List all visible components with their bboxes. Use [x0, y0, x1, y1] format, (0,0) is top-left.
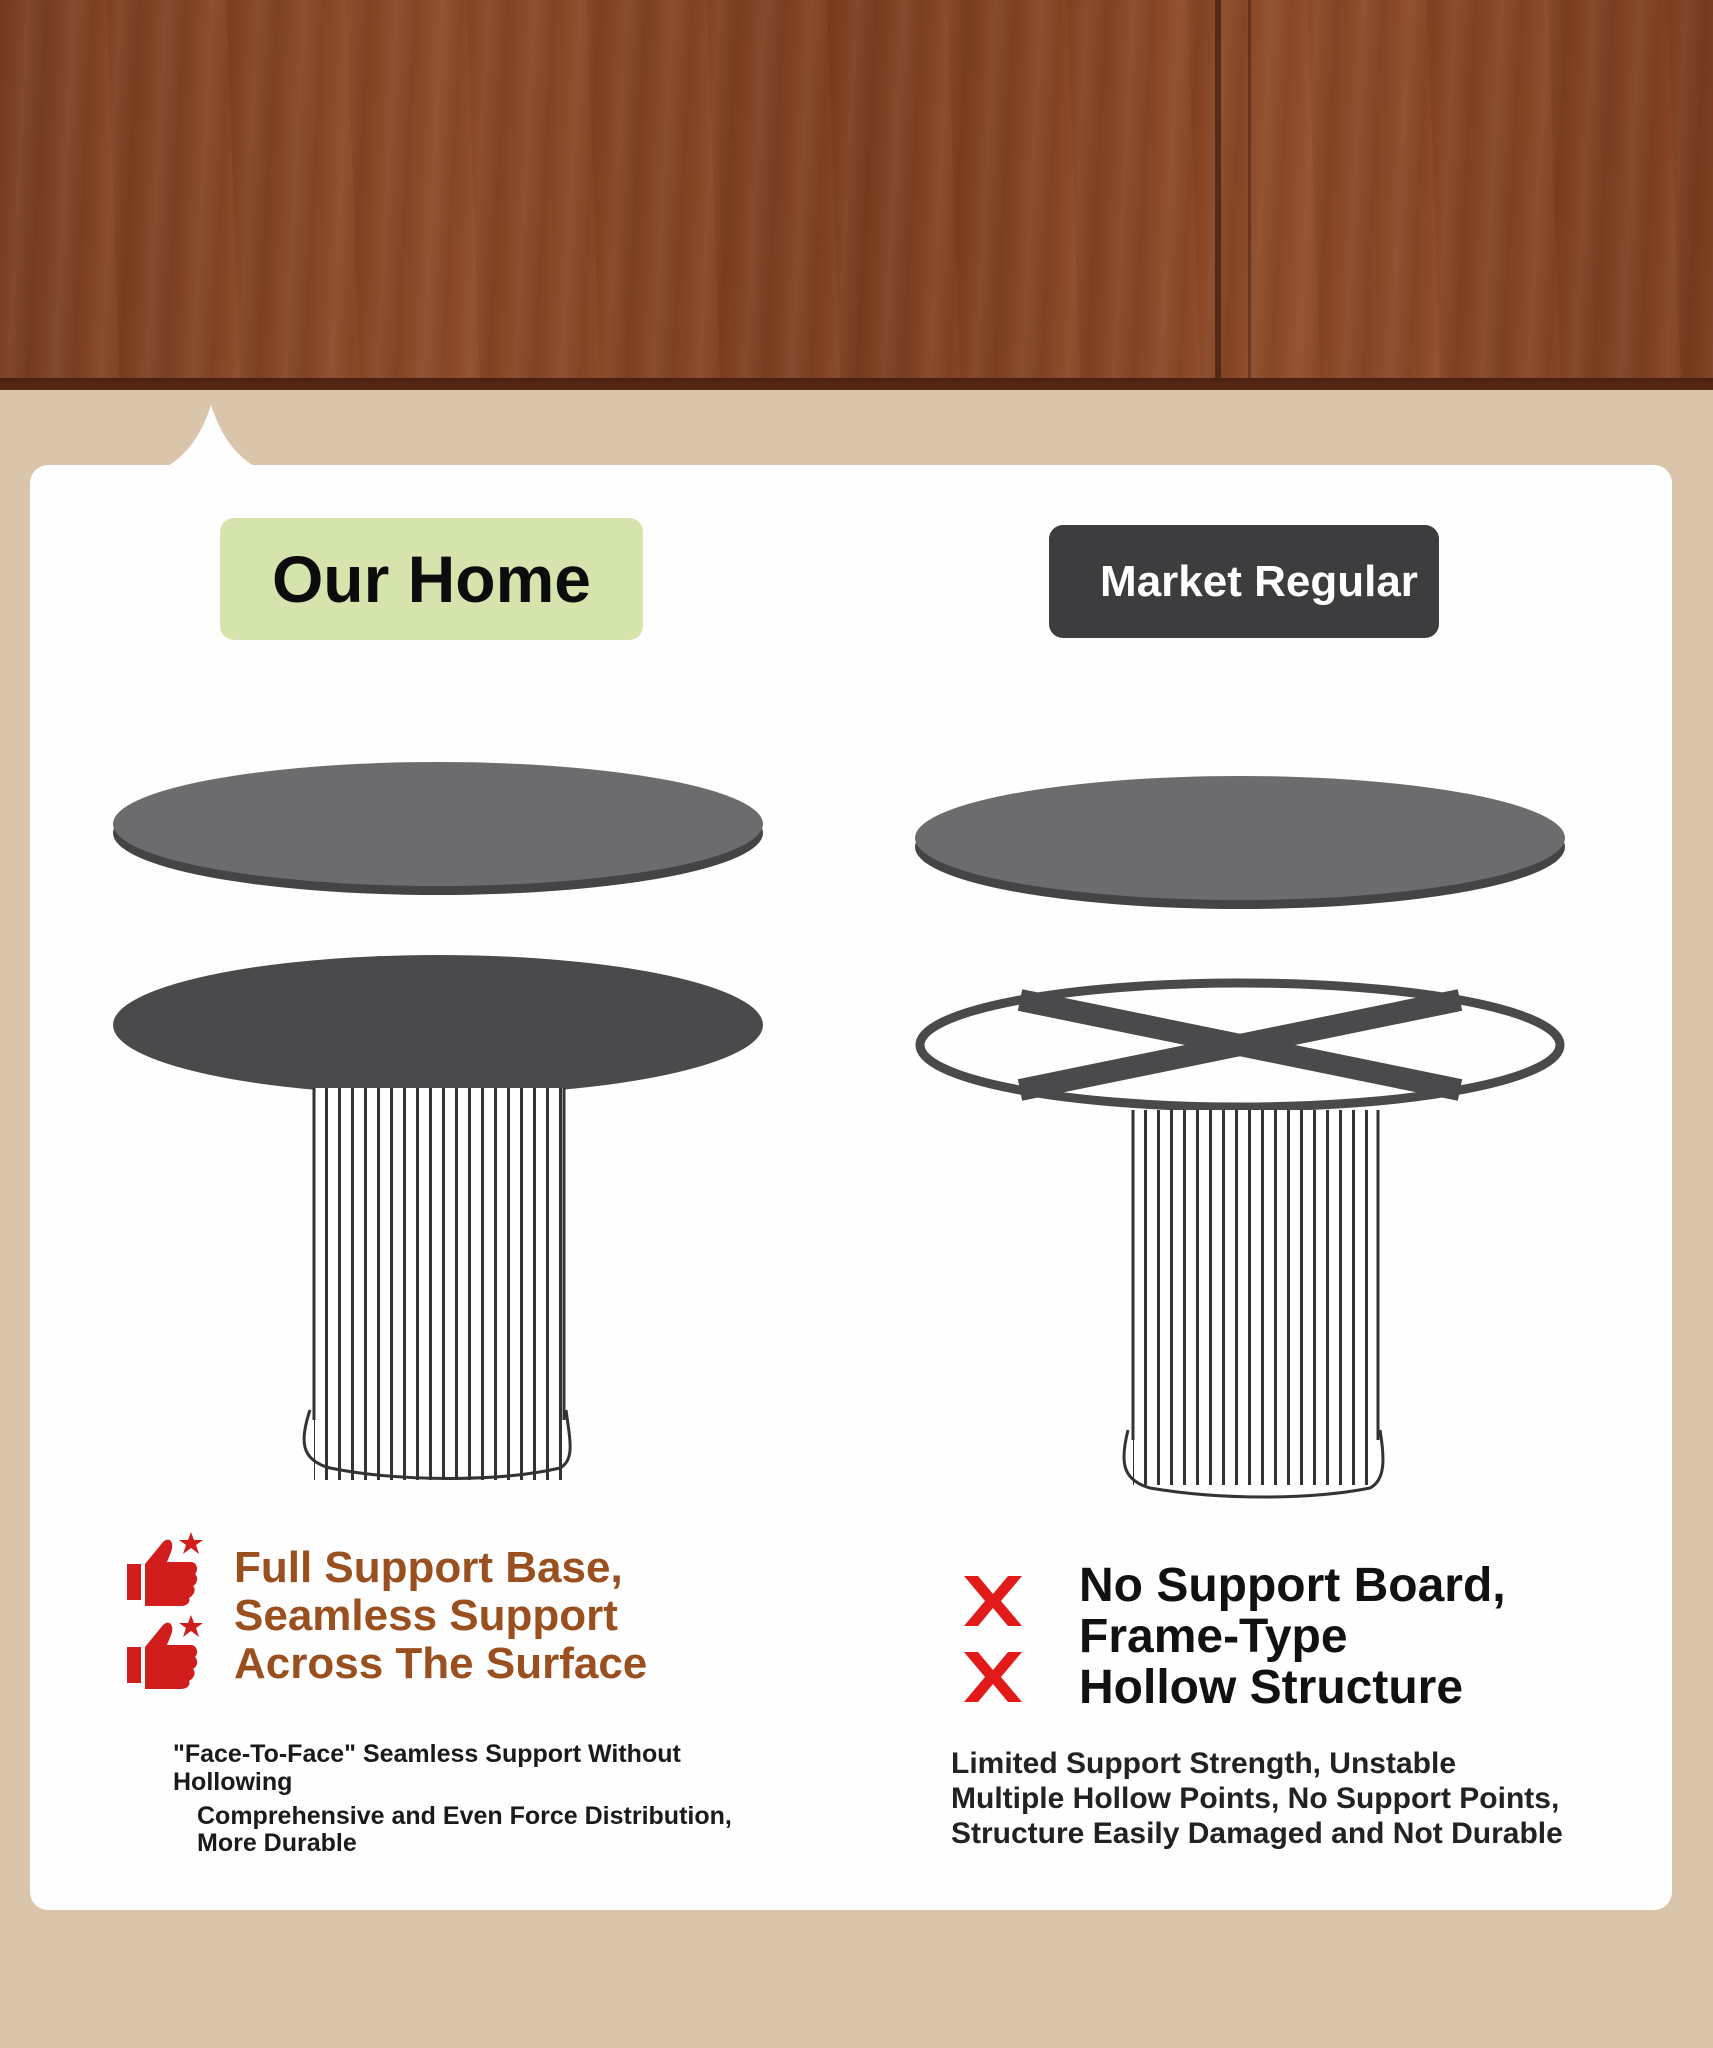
red-x-icon	[960, 1648, 1026, 1706]
our-home-label	[220, 518, 643, 640]
market-regular-label-text: Market Regular	[1100, 556, 1418, 606]
market-regular-label	[1049, 525, 1439, 638]
thumbs-up-star-icon	[125, 1530, 207, 1612]
description-line: Limited Support Strength, Unstable	[951, 1747, 1457, 1780]
market-description	[951, 1746, 1563, 1851]
wood-panel-seam	[1215, 0, 1221, 390]
feature-line: Seamless Support	[234, 1591, 618, 1640]
thumbs-up-star-icon	[125, 1613, 207, 1695]
description-line: Comprehensive and Even Force Distribution,	[197, 1802, 732, 1830]
description-line: More Durable	[197, 1829, 357, 1857]
our-home-feature-heading	[234, 1544, 714, 1688]
description-line: "Face-To-Face" Seamless Support Without	[173, 1740, 681, 1768]
market-feature-heading	[1079, 1560, 1539, 1713]
description-line: Structure Easily Damaged and Not Durable	[951, 1817, 1563, 1850]
feature-line: Across The Surface	[234, 1639, 648, 1688]
our-home-label-text: Our Home	[271, 542, 592, 616]
feature-line: No Support Board,	[1079, 1559, 1506, 1612]
wood-bottom-edge	[0, 378, 1713, 390]
our-home-description-1	[173, 1740, 681, 1796]
feature-line: Hollow Structure	[1079, 1661, 1464, 1714]
wood-panel-seam	[1248, 0, 1251, 390]
description-line: Multiple Hollow Points, No Support Points,	[951, 1782, 1560, 1815]
our-home-description-2	[197, 1803, 732, 1857]
red-x-icon	[960, 1572, 1026, 1630]
feature-line: Frame-Type	[1079, 1610, 1348, 1663]
feature-line: Full Support Base,	[234, 1543, 623, 1592]
wood-background-photo	[0, 0, 1713, 390]
description-line: Hollowing	[173, 1768, 293, 1796]
